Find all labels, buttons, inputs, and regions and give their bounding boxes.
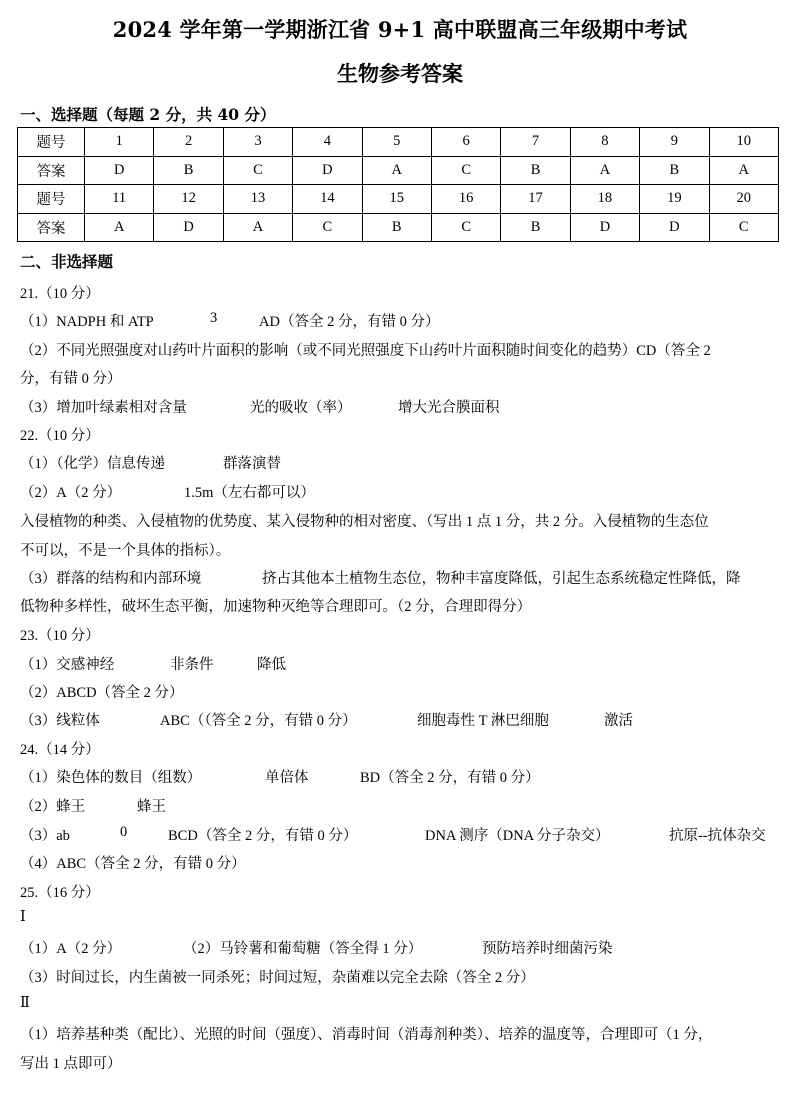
answer-table-row: [18, 156, 779, 185]
q22-1-answer-b: 群落演替: [223, 456, 281, 472]
q21-1-answer-a: （1）NADPH 和 ATP: [20, 314, 154, 330]
answer-table-cell: 3: [223, 128, 292, 157]
answer-table-row-label: 答案: [18, 213, 85, 242]
answer-table-cell: 4: [293, 128, 362, 157]
answer-table-cell: C: [223, 156, 292, 185]
answer-table-cell: C: [431, 213, 500, 242]
answer-table: [17, 127, 779, 242]
q25-header: 25.（16 分）: [20, 885, 100, 901]
q21-3-answer-a: （3）增加叶绿素相对含量: [20, 400, 187, 416]
answer-table-cell: D: [85, 156, 154, 185]
q21-line-4: [20, 396, 780, 416]
q24-line-2: [20, 795, 780, 815]
q23-3-answer-a: （3）线粒体: [20, 713, 100, 729]
answer-table-cell: D: [293, 156, 362, 185]
q25-line-4: 写出 1 点即可）: [20, 1056, 122, 1072]
answer-table-cell: 18: [570, 185, 639, 214]
answer-table-cell: A: [362, 156, 431, 185]
q22-2-answer-b: 1.5m（左右都可以）: [184, 485, 315, 501]
q22-2-answer-a: （2）A（2 分）: [20, 485, 122, 501]
q22-line-6: 低物种多样性，破坏生态平衡，加速物种灭绝等合理即可。（2 分，合理即得分）: [20, 599, 532, 615]
q22-line-3: 入侵植物的种类、入侵植物的优势度、某入侵物种的相对密度、（写出 1 点 1 分，共 2 分。入侵植物的生态位: [20, 514, 709, 530]
answer-table-cell: C: [431, 156, 500, 185]
answer-table-cell: A: [570, 156, 639, 185]
q22-line-5: [20, 567, 780, 587]
q21-3-answer-b: 光的吸收（率）: [250, 400, 352, 416]
answer-table-cell: B: [501, 156, 570, 185]
answer-table-cell: B: [362, 213, 431, 242]
answer-table-cell: D: [154, 213, 223, 242]
answer-table-row: [18, 128, 779, 157]
q24-3-answer-a: （3）ab: [20, 828, 70, 844]
q25-line-3: （1）培养基种类（配比）、光照的时间（强度）、消毒时间（消毒剂种类）、培养的温度等，合理即可（1 分，: [20, 1027, 713, 1043]
q22-3-answer-b: 挤占其他本土植物生态位，物种丰富度降低，引起生态系统稳定性降低，降: [262, 571, 741, 587]
page-subtitle: 生物参考答案: [337, 61, 463, 86]
answer-table-cell: 7: [501, 128, 570, 157]
q25-part2-label: Ⅱ: [20, 995, 30, 1011]
q23-1-answer-c: 降低: [257, 657, 286, 673]
answer-table-cell: 10: [709, 128, 778, 157]
q25-part1-label: Ⅰ: [20, 909, 26, 925]
q22-line-4: 不可以，不是一个具体的指标）。: [20, 543, 231, 559]
answer-table-cell: 14: [293, 185, 362, 214]
answer-table-cell: 15: [362, 185, 431, 214]
answer-table-cell: 1: [85, 128, 154, 157]
q24-line-1: [20, 766, 780, 786]
q24-3-answer-e: 抗原--抗体杂交: [669, 828, 766, 844]
q23-line-1: [20, 653, 780, 673]
answer-table-cell: 5: [362, 128, 431, 157]
answer-table-cell: 6: [431, 128, 500, 157]
q23-line-3: [20, 709, 780, 729]
answer-table-cell: A: [223, 213, 292, 242]
q21-1-answer-c: AD（答全 2 分，有错 0 分）: [259, 314, 440, 330]
answer-table-cell: 11: [85, 185, 154, 214]
q25-line-1: [20, 937, 780, 957]
answer-table-cell: B: [640, 156, 709, 185]
q24-3-answer-b: 0: [120, 824, 128, 840]
answer-table-cell: A: [85, 213, 154, 242]
answer-table-row: [18, 213, 779, 242]
q21-line-1: [20, 310, 780, 330]
q24-line-3: [20, 824, 780, 844]
q22-1-answer-a: （1）（化学）信息传递: [20, 456, 165, 472]
answer-table-cell: 20: [709, 185, 778, 214]
q21-1-answer-b: 3: [210, 310, 218, 326]
q23-line-2: （2）ABCD（答全 2 分）: [20, 685, 184, 701]
answer-table-cell: B: [501, 213, 570, 242]
page-title: 2024 学年第一学期浙江省 9+1 高中联盟高三年级期中考试: [112, 17, 688, 42]
answer-table-cell: 17: [501, 185, 570, 214]
answer-table-cell: D: [640, 213, 709, 242]
answer-table-cell: 9: [640, 128, 709, 157]
q22-line-2: [20, 481, 780, 501]
q25-1-answer-c: 预防培养时细菌污染: [482, 941, 613, 957]
answer-table-cell: 2: [154, 128, 223, 157]
q21-line-2: （2）不同光照强度对山药叶片面积的影响（或不同光照强度下山药叶片面积随时间变化的趋势）CD（答全 2: [20, 343, 711, 359]
q22-header: 22.（10 分）: [20, 428, 100, 444]
q24-line-4: （4）ABC（答全 2 分，有错 0 分）: [20, 856, 246, 872]
q21-3-answer-c: 增大光合膜面积: [398, 400, 500, 416]
answer-table-row-label: 答案: [18, 156, 85, 185]
answer-table-cell: 12: [154, 185, 223, 214]
q23-1-answer-b: 非条件: [170, 657, 214, 673]
section2-heading: 二、非选择题: [20, 252, 114, 271]
q25-line-2: （3）时间过长，内生菌被一同杀死；时间过短，杂菌难以完全去除（答全 2 分）: [20, 970, 535, 986]
q21-line-3: 分，有错 0 分）: [20, 371, 122, 387]
answer-table-row-label: 题号: [18, 185, 85, 214]
answer-table-cell: C: [293, 213, 362, 242]
q24-2-answer-b: 蜂王: [137, 799, 166, 815]
q24-3-answer-d: DNA 测序（DNA 分子杂交）: [425, 828, 610, 844]
q23-1-answer-a: （1）交感神经: [20, 657, 115, 673]
answer-table-cell: 19: [640, 185, 709, 214]
answer-table-cell: C: [709, 213, 778, 242]
answer-table-cell: 13: [223, 185, 292, 214]
answer-table-row: [18, 185, 779, 214]
q23-3-answer-c: 细胞毒性 T 淋巴细胞: [417, 713, 549, 729]
section1-heading: 一、选择题（每题 2 分，共 40 分）: [20, 105, 276, 124]
q23-header: 23.（10 分）: [20, 628, 100, 644]
q25-1-answer-a: （1）A（2 分）: [20, 941, 122, 957]
q23-3-answer-b: ABC（（答全 2 分，有错 0 分）: [160, 713, 357, 729]
q24-header: 24.（14 分）: [20, 742, 100, 758]
q21-header: 21.（10 分）: [20, 286, 100, 302]
q24-1-answer-b: 单倍体: [265, 770, 309, 786]
q24-1-answer-c: BD（答全 2 分，有错 0 分）: [360, 770, 540, 786]
q24-2-answer-a: （2）蜂王: [20, 799, 86, 815]
answer-table-cell: 8: [570, 128, 639, 157]
q25-1-answer-b: （2）马铃薯和葡萄糖（答全得 1 分）: [183, 941, 423, 957]
q24-3-answer-c: BCD（答全 2 分，有错 0 分）: [168, 828, 358, 844]
answer-table-row-label: 题号: [18, 128, 85, 157]
answer-table-cell: 16: [431, 185, 500, 214]
answer-table-cell: B: [154, 156, 223, 185]
q22-line-1: [20, 452, 780, 472]
answer-table-cell: D: [570, 213, 639, 242]
q23-3-answer-d: 激活: [604, 713, 633, 729]
q22-3-answer-a: （3）群落的结构和内部环境: [20, 571, 202, 587]
answer-table-cell: A: [709, 156, 778, 185]
q24-1-answer-a: （1）染色体的数目（组数）: [20, 770, 202, 786]
